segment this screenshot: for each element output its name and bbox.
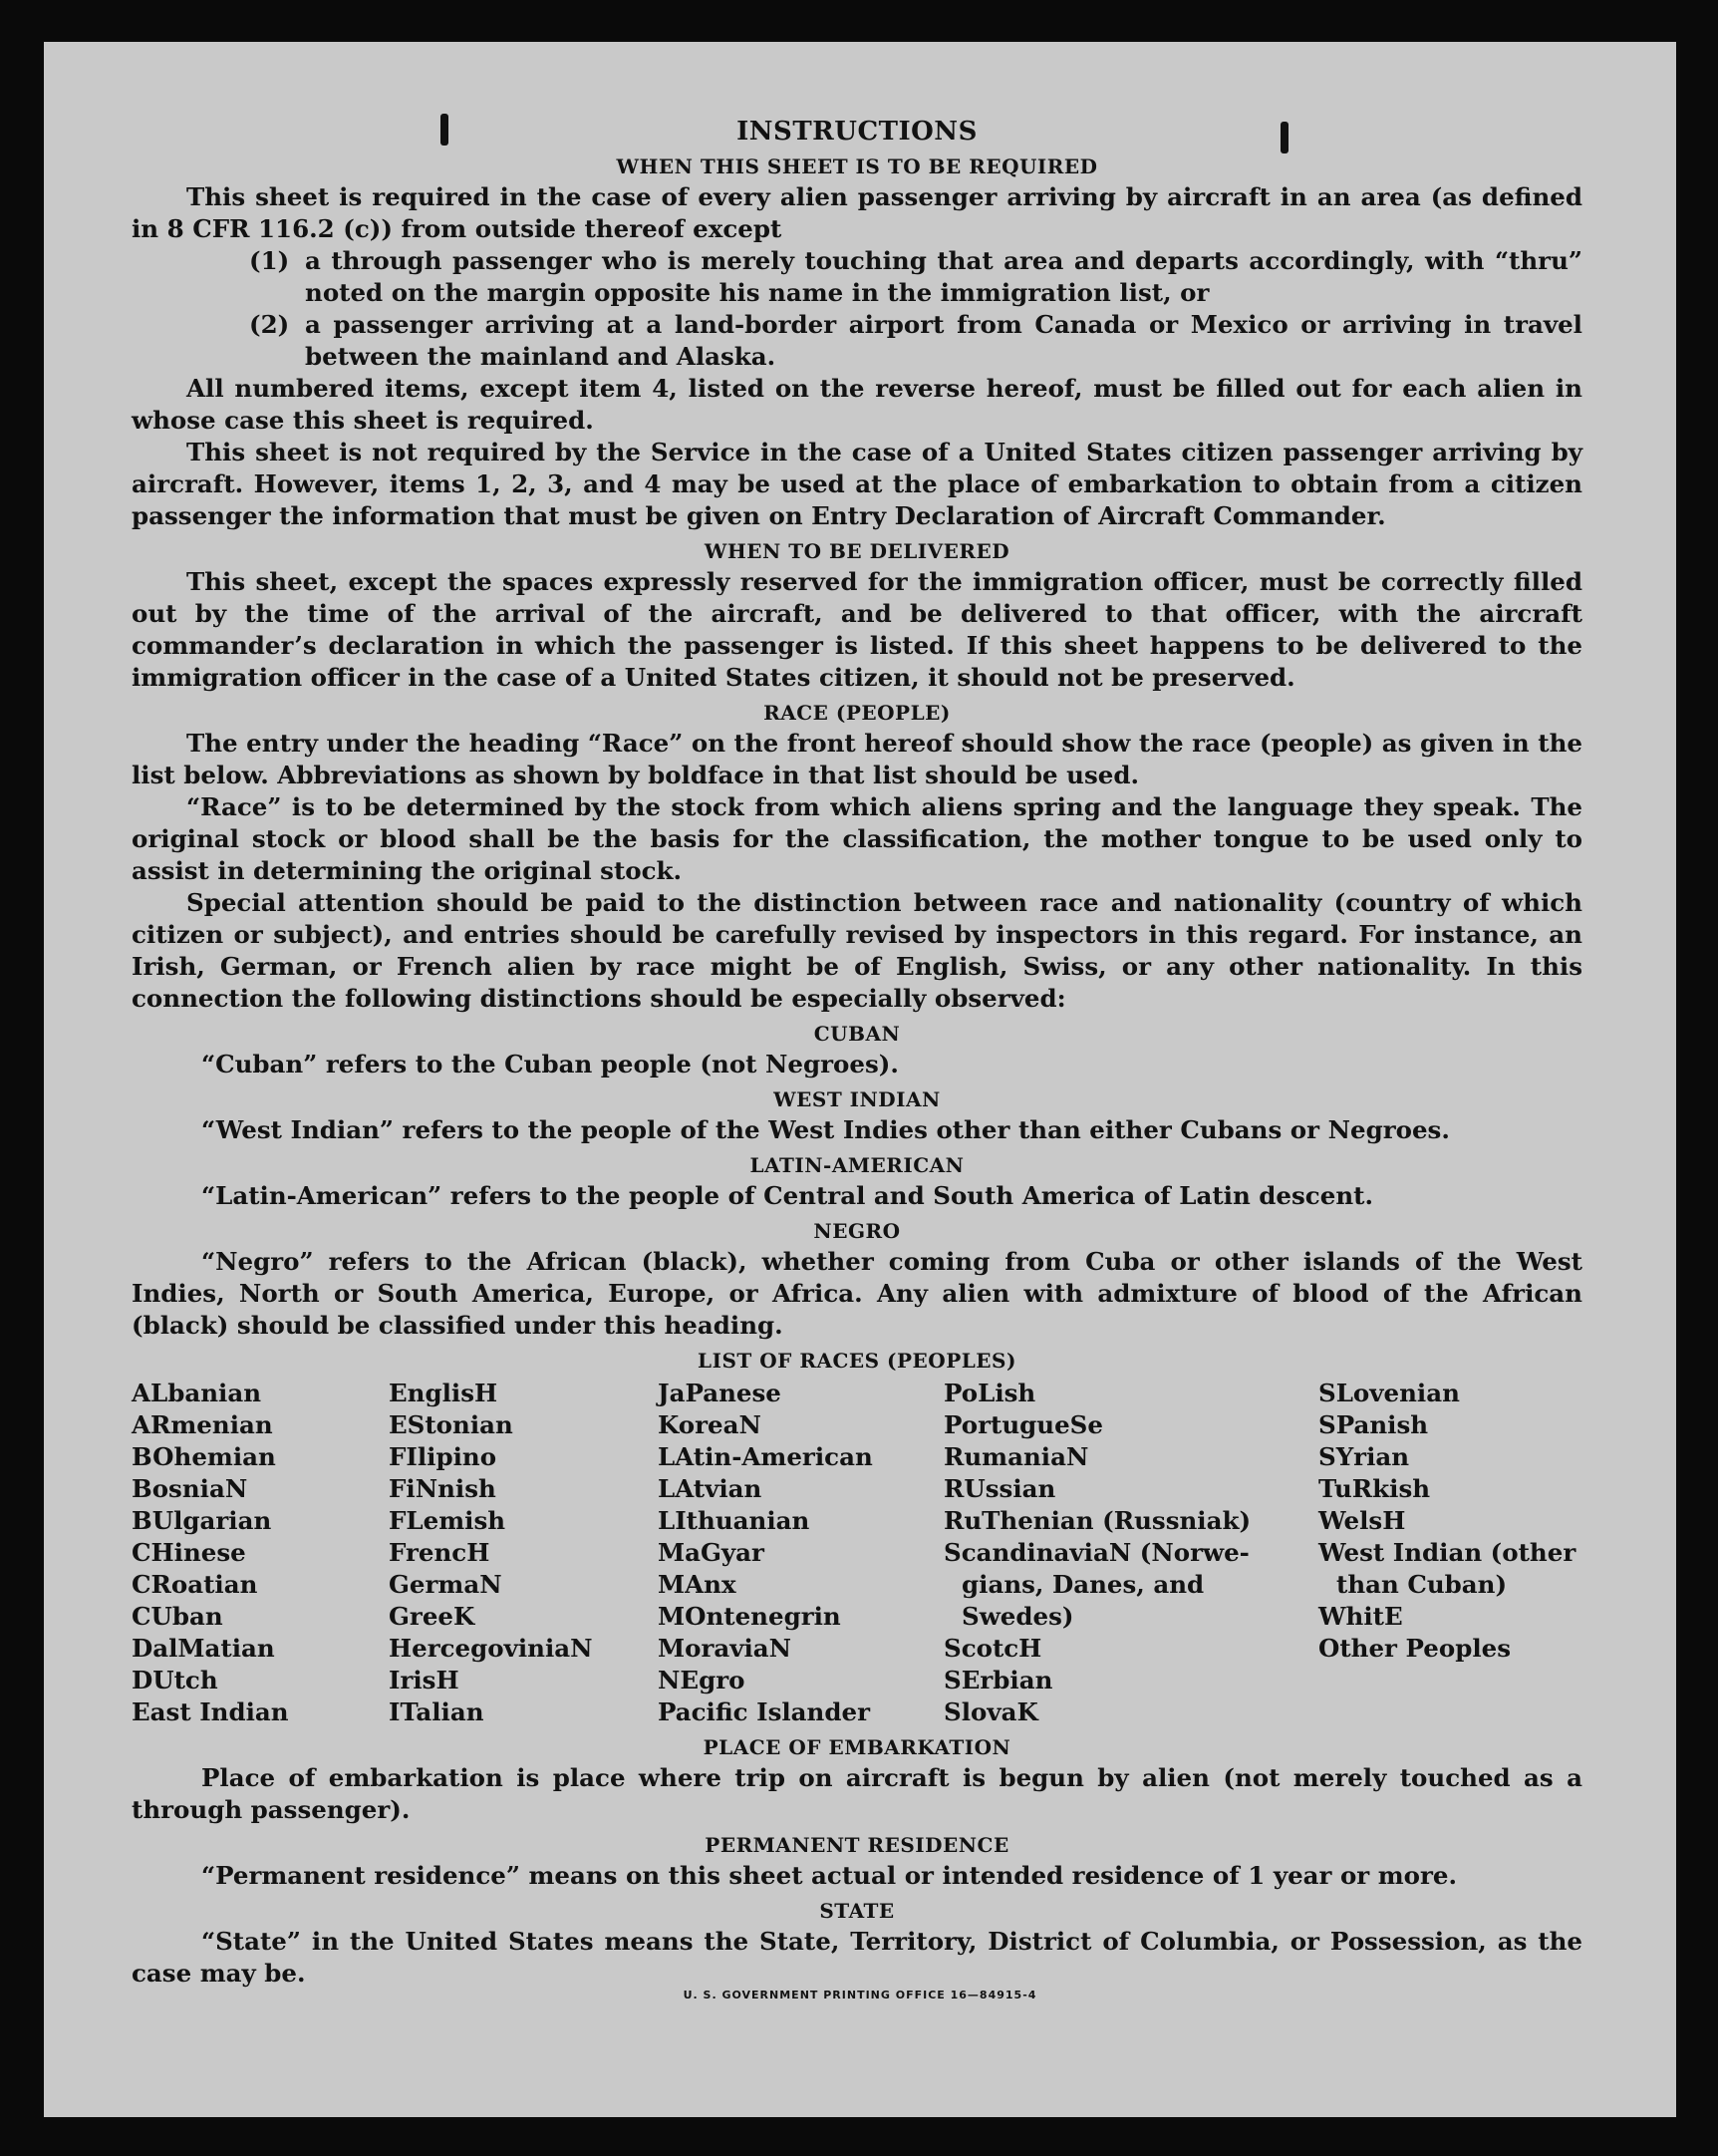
race-entry: Swedes) [962,1602,1074,1631]
negro-text: “Negro” refers to the African (black), whether coming from Cuba or other islands of the West Indies, North or South America, Europe, or Africa. Any alien with admixture of blood of the African (black) should be classified under this heading. [132,1247,1582,1340]
race-entry: East Indian [132,1697,289,1726]
race-entry: IrisH [389,1666,459,1694]
race-entry: RumaniaN [944,1442,1089,1471]
heading-when-delivered: WHEN TO BE DELIVERED [704,539,1010,563]
race-entry: CHinese [132,1538,246,1567]
race-entry: CRoatian [132,1570,258,1599]
race-entry: ScotcH [944,1634,1042,1663]
race-entry: Pacific Islander [658,1697,870,1726]
heading-west-indian: WEST INDIAN [773,1087,941,1111]
race-entry: MOntenegrin [658,1602,841,1631]
race-entry: BOhemian [132,1442,276,1471]
race-entry: ITalian [389,1697,484,1726]
exception-item-2 [132,309,1582,373]
race-entry: MAnx [658,1570,736,1599]
race-entry: RUssian [944,1474,1056,1503]
race-entry: LAtin-American [658,1442,873,1471]
race-entry: gians, Danes, and [962,1570,1205,1599]
race-entry: FrencH [389,1538,490,1567]
race-entry: LAtvian [658,1474,762,1503]
exception-number: (2) [249,310,290,339]
when-delivered-text: This sheet, except the spaces expressly reserved for the immigration officer, must be correctly filled out by the time of the arrival of the aircraft, and be delivered to that officer, with the aircraft commander’s declaration in which the passenger is listed. If this sheet happens to be delivered to the immigration officer in the case of a United States citizen, it should not be preserved. [132,567,1582,692]
punch-mark-right [1281,122,1288,154]
heading-cuban: CUBAN [813,1022,901,1046]
race-entry: Other Peoples [1318,1634,1512,1663]
race-entry: KoreaN [658,1410,761,1439]
residence-text: “Permanent residence” means on this sheet actual or intended residence of 1 year or more. [201,1861,1458,1890]
race-entry: LIthuanian [658,1506,810,1535]
race-para-2: “Race” is to be determined by the stock from which aliens spring and the language they speak. The original stock or blood shall be the basis for the classification, the mother tongue to be used only to assist in determining the original stock. [132,792,1582,885]
race-entry: FiNnish [389,1474,496,1503]
race-entry: MoraviaN [658,1634,792,1663]
race-entry: RuThenian (Russniak) [944,1506,1252,1535]
exception-number: (1) [249,246,290,275]
heading-state: STATE [819,1899,895,1923]
when-required-para-3: This sheet is not required by the Service in the case of a United States citizen passenger arriving by aircraft. However, items 1, 2, 3, and 4 may be used at the place of embarkation to obtain from a citizen passenger the information that must be given on Entry Declaration of Aircraft Commander. [132,438,1582,530]
race-entry: SlovaK [944,1697,1038,1726]
race-entry: West Indian (other [1318,1538,1576,1567]
race-entry: CUban [132,1602,223,1631]
race-entry: BUlgarian [132,1506,272,1535]
heading-list-of-races: LIST OF RACES (PEOPLES) [698,1349,1016,1373]
exception-text: a through passenger who is merely touching that area and departs accordingly, with “thru” noted on the margin opposite his name in the immigration list, or [305,246,1582,307]
race-entry: EnglisH [389,1379,498,1407]
race-entry: ALbanian [132,1379,262,1407]
race-entry: PoLish [944,1379,1036,1407]
race-list [132,1378,1582,1728]
heading-latin-american: LATIN-AMERICAN [749,1153,965,1177]
race-entry: MaGyar [658,1538,764,1567]
race-para-1: The entry under the heading “Race” on the front hereof should show the race (people) as given in the list below. Abbreviations as shown by boldface in that list should be used. [132,729,1582,789]
race-entry: ARmenian [132,1410,273,1439]
race-entry: HercegoviniaN [389,1634,593,1663]
printer-imprint: U. S. GOVERNMENT PRINTING OFFICE 16—84915-4 [683,1989,1037,2002]
punch-mark-left [440,114,448,146]
race-entry: FIlipino [389,1442,497,1471]
race-column-2 [389,1378,658,1728]
heading-residence: PERMANENT RESIDENCE [705,1833,1009,1857]
cuban-text: “Cuban” refers to the Cuban people (not Negroes). [201,1050,899,1078]
race-column-4 [944,1378,1318,1728]
page-title: INSTRUCTIONS [736,117,978,147]
race-column-1 [132,1378,389,1728]
embarkation-text: Place of embarkation is place where trip on aircraft is begun by alien (not merely touched as a through passenger). [132,1763,1582,1824]
race-para-3: Special attention should be paid to the distinction between race and nationality (country of which citizen or subject), and entries should be carefully revised by inspectors in this regard. For instance, an Irish, German, or French alien by race might be of English, Swiss, or any other nationality. In this connection the following distinctions should be especially observed: [132,888,1582,1013]
race-entry: BosniaN [132,1474,248,1503]
race-entry: SErbian [944,1666,1053,1694]
race-entry: than Cuban) [1336,1570,1508,1599]
heading-embarkation: PLACE OF EMBARKATION [703,1735,1011,1759]
document-page [44,42,1676,2117]
race-column-5 [1318,1378,1582,1728]
when-required-intro: This sheet is required in the case of every alien passenger arriving by aircraft in an area (as defined in 8 CFR 116.2 (c)) from outside thereof except [132,182,1582,243]
race-entry: GermaN [389,1570,502,1599]
race-entry: WelsH [1318,1506,1406,1535]
race-entry: GreeK [389,1602,475,1631]
exception-item-1 [132,245,1582,309]
race-entry: DalMatian [132,1634,275,1663]
race-entry: DUtch [132,1666,218,1694]
latin-american-text: “Latin-American” refers to the people of Central and South America of Latin descent. [201,1181,1373,1210]
race-entry: SPanish [1318,1410,1429,1439]
race-entry: FLemish [389,1506,506,1535]
race-entry: JaPanese [658,1379,781,1407]
west-indian-text: “West Indian” refers to the people of the West Indies other than either Cubans or Negroes. [201,1115,1450,1144]
race-entry: PortugueSe [944,1410,1103,1439]
state-text: “State” in the United States means the State, Territory, District of Columbia, or Possession, as the case may be. [132,1927,1582,1988]
race-entry: ScandinaviaN (Norwe- [944,1538,1250,1567]
race-entry: SLovenian [1318,1379,1460,1407]
race-column-3 [658,1378,944,1728]
race-entry: WhitE [1318,1602,1403,1631]
heading-when-required: WHEN THIS SHEET IS TO BE REQUIRED [616,154,1098,178]
race-entry: SYrian [1318,1442,1410,1471]
when-required-para-2: All numbered items, except item 4, listed on the reverse hereof, must be filled out for each alien in whose case this sheet is required. [132,374,1582,435]
exception-text: a passenger arriving at a land-border airport from Canada or Mexico or arriving in travel between the mainland and Alaska. [305,310,1582,371]
heading-negro: NEGRO [813,1219,901,1243]
race-entry: EStonian [389,1410,513,1439]
race-entry: TuRkish [1318,1474,1431,1503]
race-entry: NEgro [658,1666,745,1694]
heading-race: RACE (PEOPLE) [763,701,951,725]
